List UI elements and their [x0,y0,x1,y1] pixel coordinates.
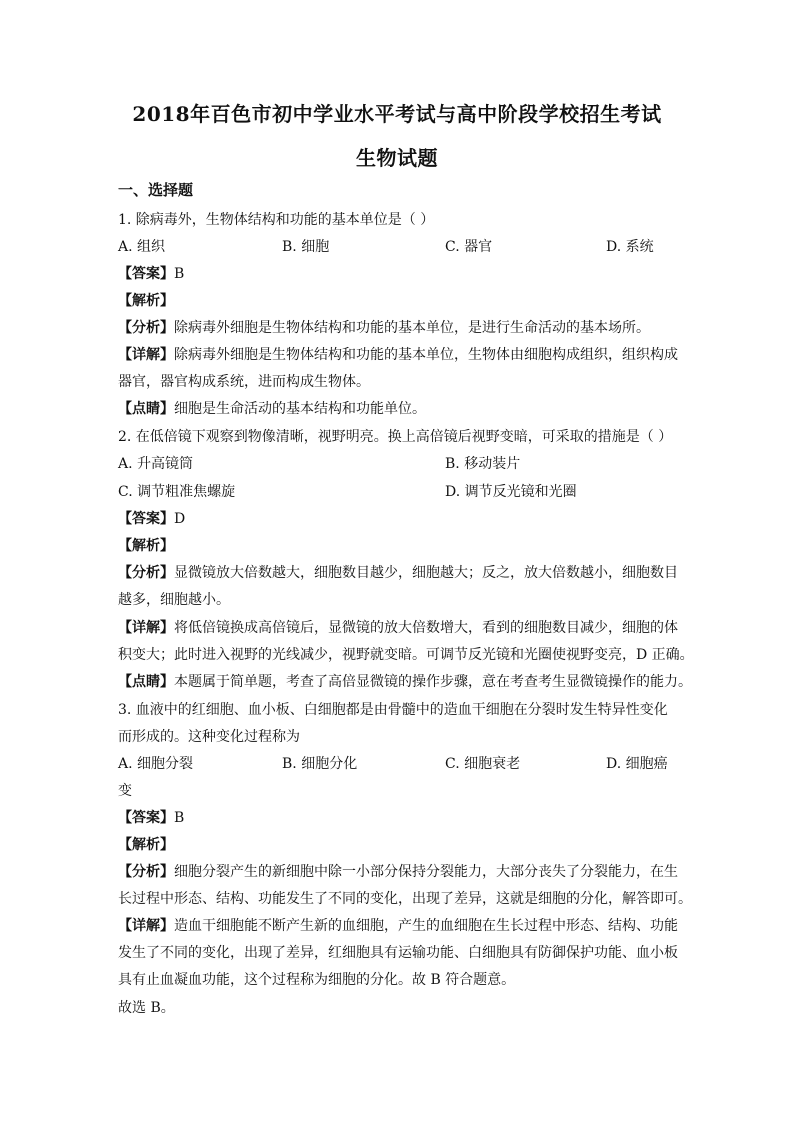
dianjing-tag: 【点睛】 [118,674,174,690]
answer-value: D [174,511,186,527]
q3-answer [118,809,184,827]
q3-xiangjie-cont: 发生了不同的变化，出现了差异，红细胞具有运输功能、白细胞具有防御保护功能、血小板 [118,945,678,961]
q3-fenxi-cont: 长过程中形态、结构、功能发生了不同的变化，出现了差异，这就是细胞的分化，解答即可。 [118,891,692,907]
document-title: 2018年百色市初中学业水平考试与高中阶段学校招生考试 [132,102,662,126]
fenxi-tag: 【分析】 [118,565,174,581]
xiangjie-tag: 【详解】 [118,620,174,636]
q1-fenxi [118,319,650,337]
answer-value: B [174,266,185,282]
answer-tag: 【答案】 [118,511,174,527]
document-subtitle: 生物试题 [356,146,438,170]
xiangjie-text: 造血干细胞能不断产生新的血细胞，产生的血细胞在生长过程中形态、结构、功能 [174,918,678,934]
q2-xiangjie-cont: 积变大；此时进入视野的光线减少，视野就变暗。可调节反光镜和光圈使视野变亮，D 正确。 [118,647,694,663]
q3-analysis-heading: 【解析】 [118,837,174,853]
fenxi-text: 显微镜放大倍数越大，细胞数目越少，细胞越大；反之，放大倍数越小，细胞数目 [174,565,678,581]
question-3-stem: 3. 血液中的红细胞、血小板、白细胞都是由骨髓中的造血干细胞在分裂时发生特异性变化 [118,702,668,718]
dianjing-text: 本题属于简单题，考查了高倍显微镜的操作步骤，意在考查考生显微镜操作的能力。 [174,674,692,690]
q1-xiangjie-cont: 器官，器官构成系统，进而构成生物体。 [118,374,370,390]
answer-tag: 【答案】 [118,810,174,826]
fenxi-text: 除病毒外细胞是生物体结构和功能的基本单位，是进行生命活动的基本场所。 [174,320,650,336]
section-heading: 一、选择题 [118,181,194,199]
q3-conclusion: 故选 B。 [118,1000,175,1016]
q2-option-c: C. 调节粗准焦螺旋 [118,484,236,500]
q1-option-b: B. 细胞 [282,239,330,255]
q1-dianjing [118,400,426,418]
xiangjie-text: 除病毒外细胞是生物体结构和功能的基本单位，生物体由细胞构成组织，组织构成 [174,347,678,363]
fenxi-text: 细胞分裂产生的新细胞中除一小部分保持分裂能力，大部分丧失了分裂能力，在生 [174,864,678,880]
q3-option-c: C. 细胞衰老 [445,756,521,772]
q2-answer [118,510,185,528]
q3-xiangjie-cont-2: 具有止血凝血功能，这个过程称为细胞的分化。故 B 符合题意。 [118,972,516,988]
answer-tag: 【答案】 [118,266,174,282]
q2-option-d: D. 调节反光镜和光圈 [445,484,577,500]
dianjing-text: 细胞是生命活动的基本结构和功能单位。 [174,401,426,417]
xiangjie-tag: 【详解】 [118,918,174,934]
q2-xiangjie [118,619,678,637]
q3-fenxi [118,863,678,881]
xiangjie-tag: 【详解】 [118,347,174,363]
q3-option-a: A. 细胞分裂 [118,756,194,772]
question-3-stem-cont: 而形成的。这种变化过程称为 [118,729,300,745]
dianjing-tag: 【点睛】 [118,401,174,417]
q1-answer [118,265,184,283]
question-2-stem: 2. 在低倍镜下观察到物像清晰，视野明亮。换上高倍镜后视野变暗，可采取的措施是（ ） [118,429,673,445]
xiangjie-text: 将低倍镜换成高倍镜后，显微镜的放大倍数增大，看到的细胞数目减少，细胞的体 [174,620,678,636]
q1-option-c: C. 器官 [445,239,493,255]
q2-fenxi [118,564,678,582]
q1-option-d: D. 系统 [606,239,654,255]
fenxi-tag: 【分析】 [118,320,174,336]
q2-dianjing [118,673,692,691]
q1-option-a: A. 组织 [118,239,166,255]
q3-option-d-cont: 变 [118,783,132,799]
q3-option-d: D. 细胞癌 [606,756,668,772]
answer-value: B [174,810,185,826]
fenxi-tag: 【分析】 [118,864,174,880]
question-1-stem: 1. 除病毒外，生物体结构和功能的基本单位是（ ） [118,212,435,228]
q2-analysis-heading: 【解析】 [118,538,174,554]
q2-fenxi-cont: 越多，细胞越小。 [118,592,230,608]
q2-option-b: B. 移动装片 [445,456,521,472]
q3-xiangjie [118,917,678,935]
q1-xiangjie [118,346,678,364]
q1-analysis-heading: 【解析】 [118,293,174,309]
q3-option-b: B. 细胞分化 [282,756,358,772]
q2-option-a: A. 升高镜筒 [118,456,194,472]
